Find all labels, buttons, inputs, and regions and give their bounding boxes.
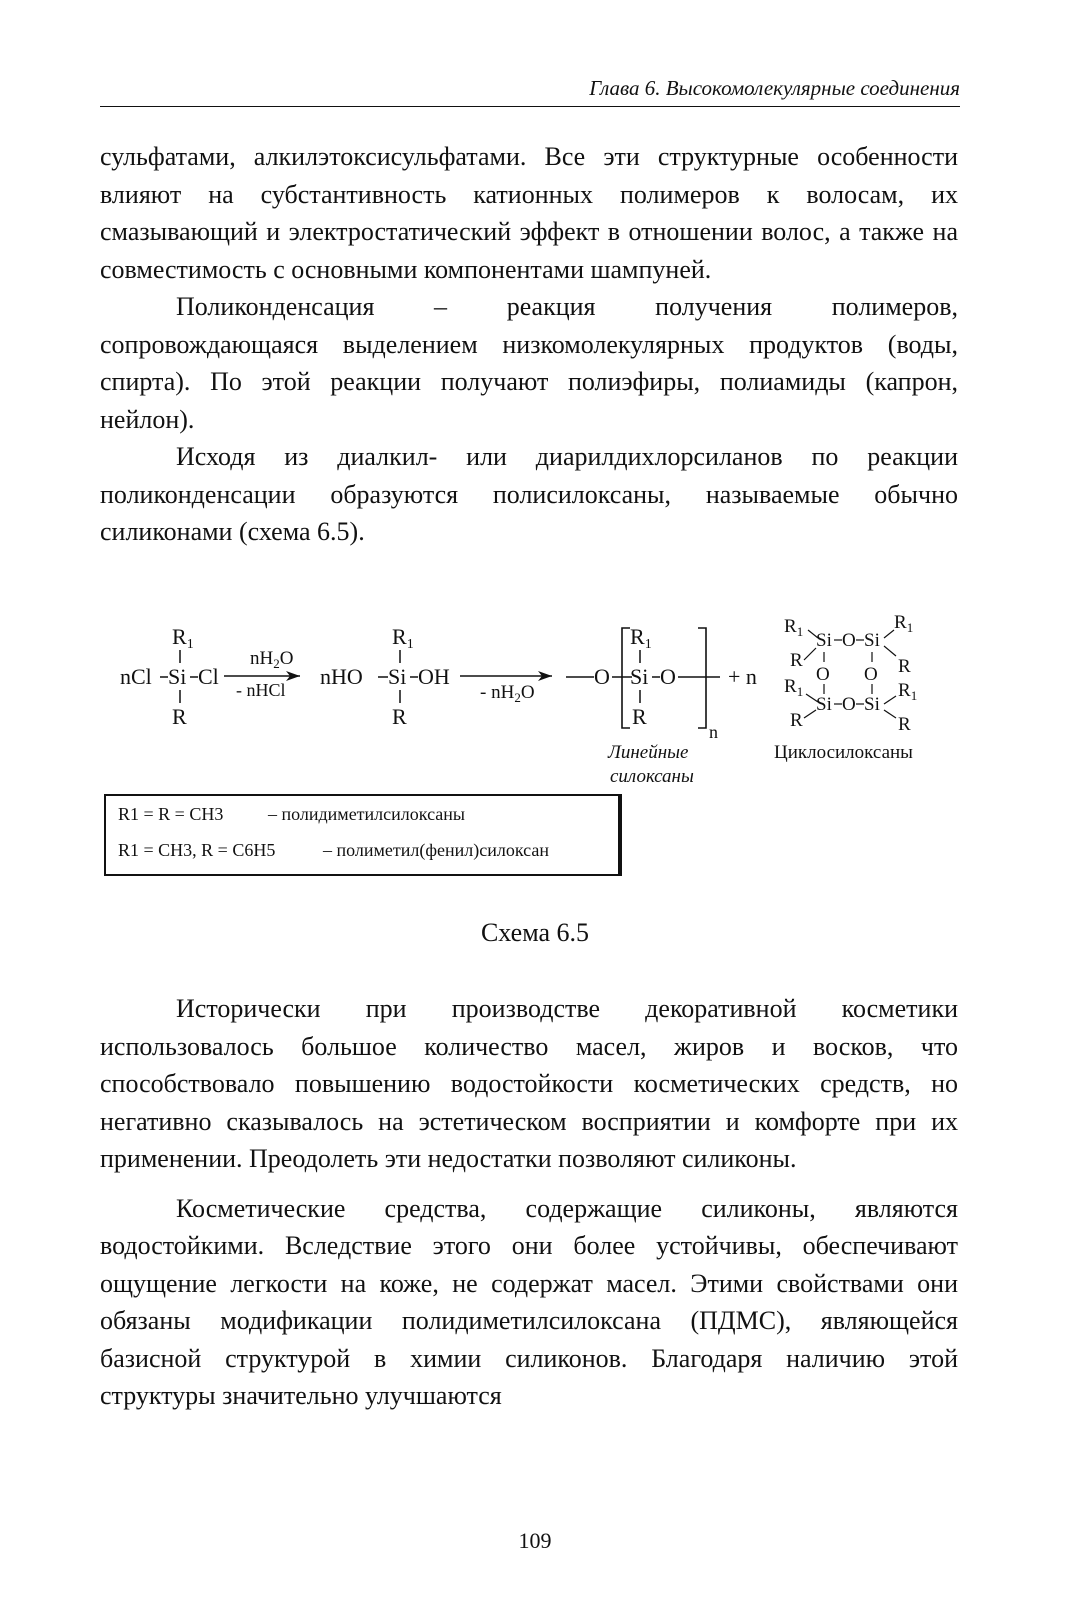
paragraph: Косметические средства, содержащие силиконы, являются водостойкими. Вследствие этого они более устойчивы, обеспечивают ощущение легкости на коже, не содержат масел. Этими свойствами они обязаны модификации полидиметилсилоксана (ПДМС), являющейся базисной структурой в химии силиконов. Благодаря наличию этой структуры значительно улучшаются (100, 1193, 958, 1410)
legend-formula: R1 = CH3, R = C6H5 (118, 840, 276, 860)
legend-polymer-name: – полиметил(фенил)силоксан (323, 840, 549, 860)
svg-text:R1: $R_1$ (894, 612, 914, 635)
linear-right-o: O (660, 664, 676, 689)
linear-top-group: R1 (630, 624, 652, 652)
linear-bottom-group: R (632, 704, 647, 729)
svg-text:Si: Si (816, 630, 832, 651)
svg-text:Si: Si (864, 630, 880, 651)
cyclosiloxane-structure (784, 612, 917, 735)
arrow1-bottom-label: - nHCl (236, 680, 286, 700)
arrow1-top-label: $nH_2O$ (250, 648, 294, 671)
svg-text:Si: Si (864, 694, 880, 715)
reactant-prefix: nCl (120, 664, 152, 689)
intermediate-prefix: nHO (320, 664, 363, 689)
svg-text:Si: Si (816, 694, 832, 715)
svg-text:O: O (842, 694, 856, 715)
legend-polymer-name: – полидиметилсилоксаны (268, 804, 465, 824)
paragraph: Поликонденсация – реакция получения полимеров, сопровождающаяся выделением низкомолекулярных продуктов (воды, спирта). По этой реакции получают полиэфиры, полиамиды (капрон, нейлон). (100, 292, 958, 434)
svg-text:R1: $R_1$ (898, 680, 918, 703)
svg-text:R: R (898, 714, 911, 735)
linear-left-o: O (594, 664, 610, 689)
right-bracket (698, 628, 706, 728)
intermediate-suffix: OH (418, 664, 450, 689)
legend-formula: R1 = R = CH3 (118, 804, 224, 824)
scheme-caption: Схема 6.5 (480, 918, 590, 947)
svg-text:O: O (816, 664, 830, 685)
paragraph: Исходя из диалкил- или диарилдихлорсиланов по реакции поликонденсации образуются полисилоксаны, называемые обычно силиконами (схема 6.5). (100, 442, 958, 546)
svg-text:R1: $R_1$ (784, 676, 804, 699)
running-header: Глава 6. Высокомолекулярные соединения (589, 76, 960, 100)
paragraph: Исторически при производстве декоративной косметики использовалось большое количество масел, жиров и восков, что способствовало повышению водостойкости косметических средств, но негативно сказывалось на эстетическом восприятии и комфорте при их применении. Преодолеть эти недостатки позволяют силиконы. (100, 994, 958, 1173)
linear-si: Si (630, 664, 649, 689)
svg-text:O: O (842, 630, 856, 651)
scheme-legend (104, 794, 622, 876)
svg-text:R: R (790, 650, 803, 671)
reactant-suffix: Cl (198, 664, 219, 689)
reactant-top-group: R1 (172, 624, 194, 652)
label-linear-line1: Линейные (608, 742, 689, 763)
scheme-drawing (100, 600, 980, 800)
paragraph: сульфатами, алкилэтоксисульфатами. Все эти структурные особенности влияют на субстантивность катионных полимеров к волосам, их смазывающий и электростатический эффект в отношении волос, а также на совместимость с основными компонентами шампуней. (100, 142, 958, 284)
svg-text:R: R (790, 710, 803, 731)
svg-text:R1: $R_1$ (784, 616, 804, 639)
intermediate-si: Si (388, 664, 407, 689)
intermediate-top-group: R1 (392, 624, 414, 652)
svg-text:O: O (864, 664, 878, 685)
reaction-scheme (100, 600, 980, 800)
intermediate-bottom-group: R (392, 704, 407, 729)
text-block-bottom (100, 990, 958, 1415)
svg-text:R: R (898, 656, 911, 677)
reactant-bottom-group: R (172, 704, 187, 729)
label-linear-line2: силоксаны (610, 766, 694, 787)
plus-n: + n (728, 664, 757, 689)
text-block-top (100, 138, 958, 551)
arrow2-bottom-label: - $nH_2O$ (480, 682, 535, 705)
polymer-index: n (709, 722, 718, 742)
reactant-si: Si (168, 664, 187, 689)
page-number: 109 (518, 1528, 552, 1553)
header-rule (100, 106, 960, 107)
label-cyclic: Циклосилоксаны (774, 742, 913, 763)
left-bracket (622, 628, 630, 728)
